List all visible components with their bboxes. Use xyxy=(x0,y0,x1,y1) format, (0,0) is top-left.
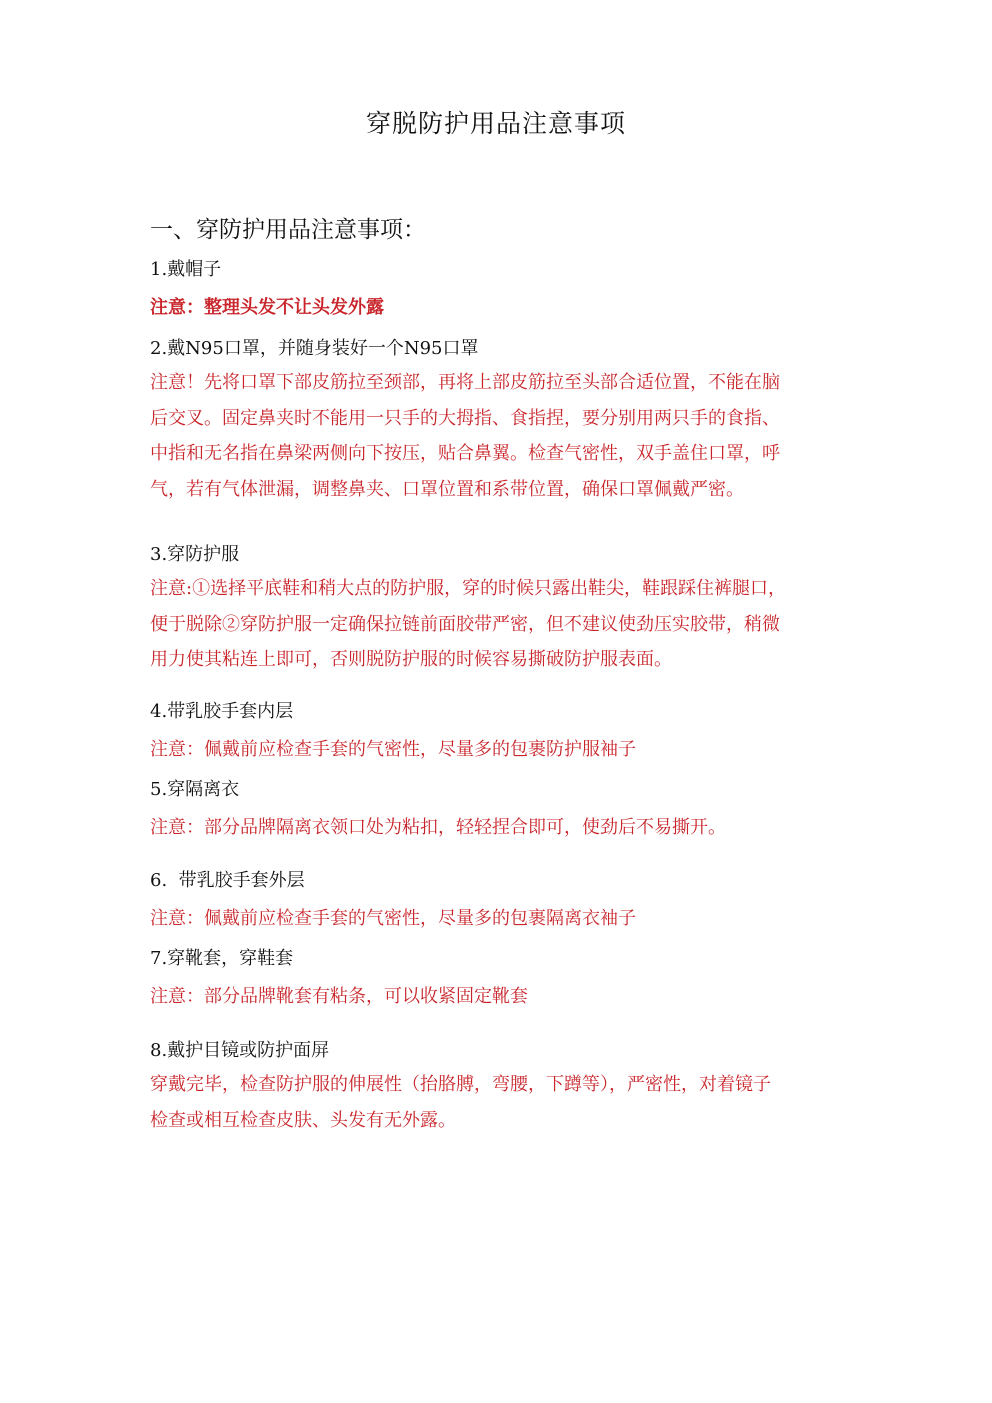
item-heading: 3.穿防护服 xyxy=(150,544,240,565)
note-line: 注意：佩戴前应检查手套的气密性，尽量多的包裹隔离衣袖子 xyxy=(150,908,636,929)
item-heading: 7.穿靴套，穿鞋套 xyxy=(150,948,294,969)
item-7 xyxy=(150,947,862,1009)
item-note xyxy=(150,816,862,840)
note-line: 后交叉。固定鼻夹时不能用一只手的大拇指、食指捏，要分别用两只手的食指、 xyxy=(150,407,780,429)
item-5 xyxy=(150,778,862,840)
note-line: 便于脱除②穿防护服一定确保拉链前面胶带严密，但不建议使劲压实胶带，稍微 xyxy=(150,613,780,635)
item-heading: 6. 带乳胶手套外层 xyxy=(150,870,305,891)
document-title: 穿脱防护用品注意事项 xyxy=(365,109,626,138)
item-3 xyxy=(150,543,862,678)
item-6 xyxy=(150,869,862,931)
item-heading: 2.戴N95口罩，并随身装好一个N95口罩 xyxy=(150,338,479,359)
note-line: 用力使其粘连上即可，否则脱防护服的时候容易撕破防护服表面。 xyxy=(150,649,672,670)
note-line: 注意:①选择平底鞋和稍大点的防护服，穿的时候只露出鞋尖，鞋跟踩住裤腿口， xyxy=(150,578,787,599)
note-line: 注意：整理头发不让头发外露 xyxy=(150,297,384,318)
item-note xyxy=(150,365,862,507)
note-line: 穿戴完毕，检查防护服的伸展性（抬胳膊，弯腰，下蹲等），严密性，对着镜子 xyxy=(150,1074,771,1095)
item-8 xyxy=(150,1039,862,1138)
note-line: 中指和无名指在鼻梁两侧向下按压，贴合鼻翼。检查气密性，双手盖住口罩，呼 xyxy=(150,443,780,464)
item-heading: 1.戴帽子 xyxy=(150,259,222,280)
item-note xyxy=(150,738,862,762)
note-line: 注意：部分品牌隔离衣领口处为粘扣，轻轻捏合即可，使劲后不易撕开。 xyxy=(150,817,726,838)
item-note xyxy=(150,907,862,931)
item-1 xyxy=(150,258,862,320)
section-heading: 一、穿防护用品注意事项： xyxy=(150,217,426,243)
item-note xyxy=(150,571,862,678)
note-line: 检查或相互检查皮肤、头发有无外露。 xyxy=(150,1109,456,1131)
item-note xyxy=(150,296,862,320)
item-heading: 5.穿隔离衣 xyxy=(150,779,240,800)
item-note xyxy=(150,985,862,1009)
item-2 xyxy=(150,337,862,507)
note-line: 注意：部分品牌靴套有粘条，可以收紧固定靴套 xyxy=(150,986,528,1007)
note-line: 气，若有气体泄漏，调整鼻夹、口罩位置和系带位置，确保口罩佩戴严密。 xyxy=(150,478,744,500)
item-heading: 4.带乳胶手套内层 xyxy=(150,701,294,722)
item-heading: 8.戴护目镜或防护面屏 xyxy=(150,1040,330,1061)
note-line: 注意！先将口罩下部皮筋拉至颈部，再将上部皮筋拉至头部合适位置，不能在脑 xyxy=(150,372,780,393)
note-line: 注意：佩戴前应检查手套的气密性，尽量多的包裹防护服袖子 xyxy=(150,739,636,760)
item-4 xyxy=(150,700,862,762)
item-note xyxy=(150,1067,862,1138)
